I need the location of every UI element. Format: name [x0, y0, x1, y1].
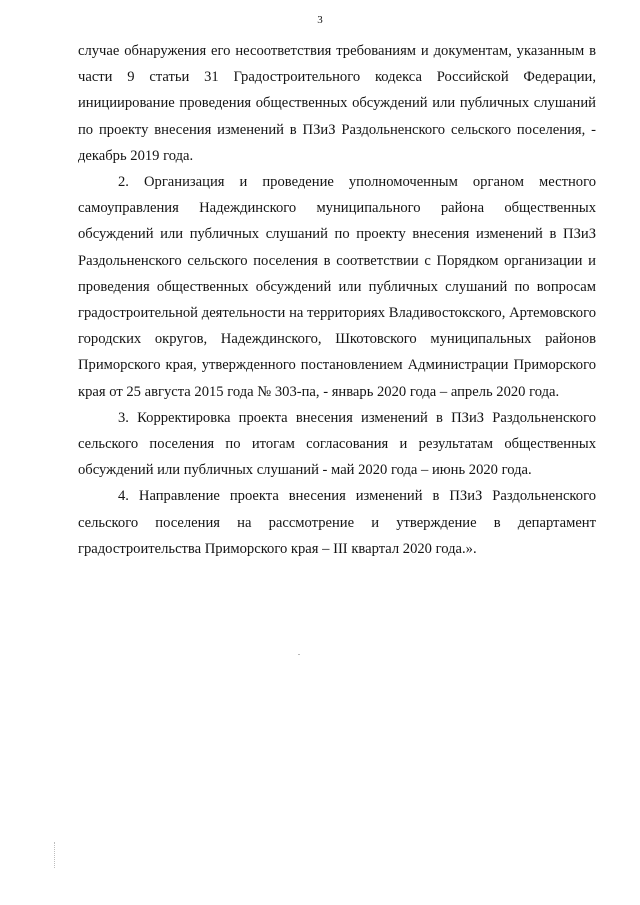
paragraph-continuation: случае обнаружения его несоответствия требованиям и документам, указанным в части 9 статьи 31 Градостроительного кодекса Российской Федерации, инициирование проведения общественных обсуждений или публичных слушаний по проекту внесения изменений в ПЗиЗ Раздольненского сельского поселения, - декабрь 2019 года.	[78, 43, 596, 164]
paragraph-item-2: 2. Организация и проведение уполномоченным органом местного самоуправления Надеждинского муниципального района общественных обсуждений или публичных слушаний по проекту внесения изменений в ПЗиЗ Раздольненского сельского поселения в соответствии с Порядком организации и проведения общественных обсуждений или публичных слушаний по вопросам градостроительной деятельности на территориях Владивостокского, Артемовского городских округов, Надеждинского, Шкотовского муниципальных районов Приморского края, утвержденного постановлением Администрации Приморского края от 25 августа 2015 года № 303-па, - январь 2020 года – апрель 2020 года.	[78, 174, 596, 400]
paragraph-item-4: 4. Направление проекта внесения изменений в ПЗиЗ Раздольненского сельского поселения на рассмотрение и утверждение в департамент градостроительства Приморского края – III квартал 2020 года.».	[78, 488, 596, 557]
scan-artifact-dot	[298, 654, 300, 655]
paragraph-item-3: 3. Корректировка проекта внесения изменений в ПЗиЗ Раздольненского сельского поселения по итогам согласования и результатам общественных обсуждений или публичных слушаний - май 2020 года – июнь 2020 года.	[78, 409, 596, 479]
scan-artifact-edge	[54, 842, 56, 868]
page-number: 3	[317, 14, 323, 26]
document-body	[78, 38, 596, 562]
